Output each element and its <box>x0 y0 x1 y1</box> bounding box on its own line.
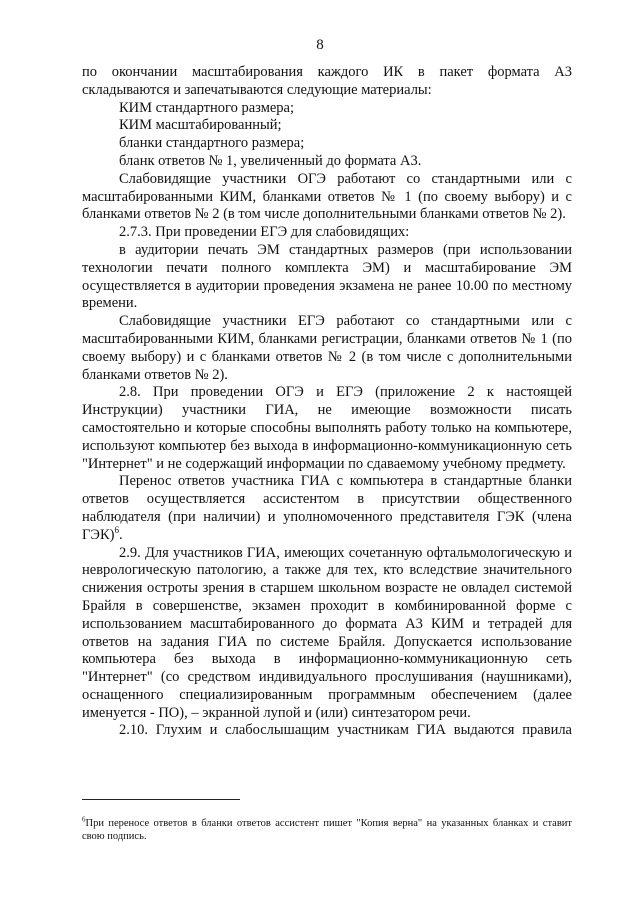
footnote-mark: 6 <box>82 815 86 824</box>
paragraph-with-footnote <box>82 473 572 544</box>
paragraph: Слабовидящие участники ЕГЭ работают со стандартными или с масштабированными КИМ, бланками регистрации, бланками ответов № 1 (по своему выбору) и с бланками ответов № 2 (в том числе с дополнительными бланками ответов № 2). <box>82 313 572 383</box>
paragraph: 2.10. Глухим и слабослышащим участникам ГИА выдаются правила <box>119 722 572 739</box>
page-number: 8 <box>316 37 324 53</box>
paragraph: 2.9. Для участников ГИА, имеющих сочетанную офтальмологическую и неврологическую патологию, а также для тех, кто вследствие значительного снижения остроты зрения в старшем школьном возрасте не овладел системой Брайля в совершенстве, экзамен проходит в комбинированной форме с использованием масштабированного до формата А3 КИМ и тетрадей для ответов на задания ГИА по системе Брайля. Допускается использование компьютера без выхода в информационно-коммуникационную сеть "Интернет" (со средством индивидуального прослушивания (наушниками), оснащенного специализированным программным обеспечением (далее именуется - ПО), – экранной лупой и (или) синтезатором речи. <box>82 544 572 721</box>
paragraph: по окончании масштабирования каждого ИК в пакет формата А3 складываются и запечатываются следующие материалы: <box>82 64 572 98</box>
paragraph: Слабовидящие участники ОГЭ работают со стандартными или с масштабированными КИМ, бланками ответов № 1 (по своему выбору) и с бланками ответов № 2 (в том числе дополнительными бланками ответов № 2). <box>82 170 572 223</box>
footnote-reference[interactable]: 6 <box>114 524 119 535</box>
footnote-divider <box>82 799 240 800</box>
paragraph: 2.8. При проведении ОГЭ и ЕГЭ (приложение 2 к настоящей Инструкции) участники ГИА, не имеющие возможности писать самостоятельно и которые способны выполнять работу только на компьютере, используют компьютер без выхода в информационно-коммуникационную сеть "Интернет" и не содержащий информации по сдаваемому учебному предмету. <box>82 384 572 472</box>
paragraph-text: Перенос ответов участника ГИА с компьютера в стандартные бланки ответов осуществляется ассистентом в присутствии общественного наблюдателя (при наличии) и уполномоченного представителя ГЭК (члена ГЭК) <box>82 473 572 543</box>
list-item: КИМ стандартного размера; <box>119 99 295 116</box>
list-item: КИМ масштабированный; <box>119 117 282 134</box>
section-heading: 2.7.3. При проведении ЕГЭ для слабовидящих: <box>119 224 410 241</box>
list-item: бланк ответов № 1, увеличенный до формата А3. <box>119 152 422 169</box>
footnote <box>82 817 572 843</box>
paragraph-tail: . <box>118 526 123 543</box>
document-body <box>82 64 572 740</box>
list-item: бланки стандартного размера; <box>119 135 305 152</box>
paragraph: в аудитории печать ЭМ стандартных размеров (при использовании технологии печати полного комплекта ЭМ) и масштабирование ЭМ осуществляется в аудитории проведения экзамена не ранее 10.00 по местному времени. <box>82 241 572 312</box>
footnote-text: При переносе ответов в бланки ответов ассистент пишет "Копия верна" на указанных бланках и ставит свою подпись. <box>82 818 572 842</box>
